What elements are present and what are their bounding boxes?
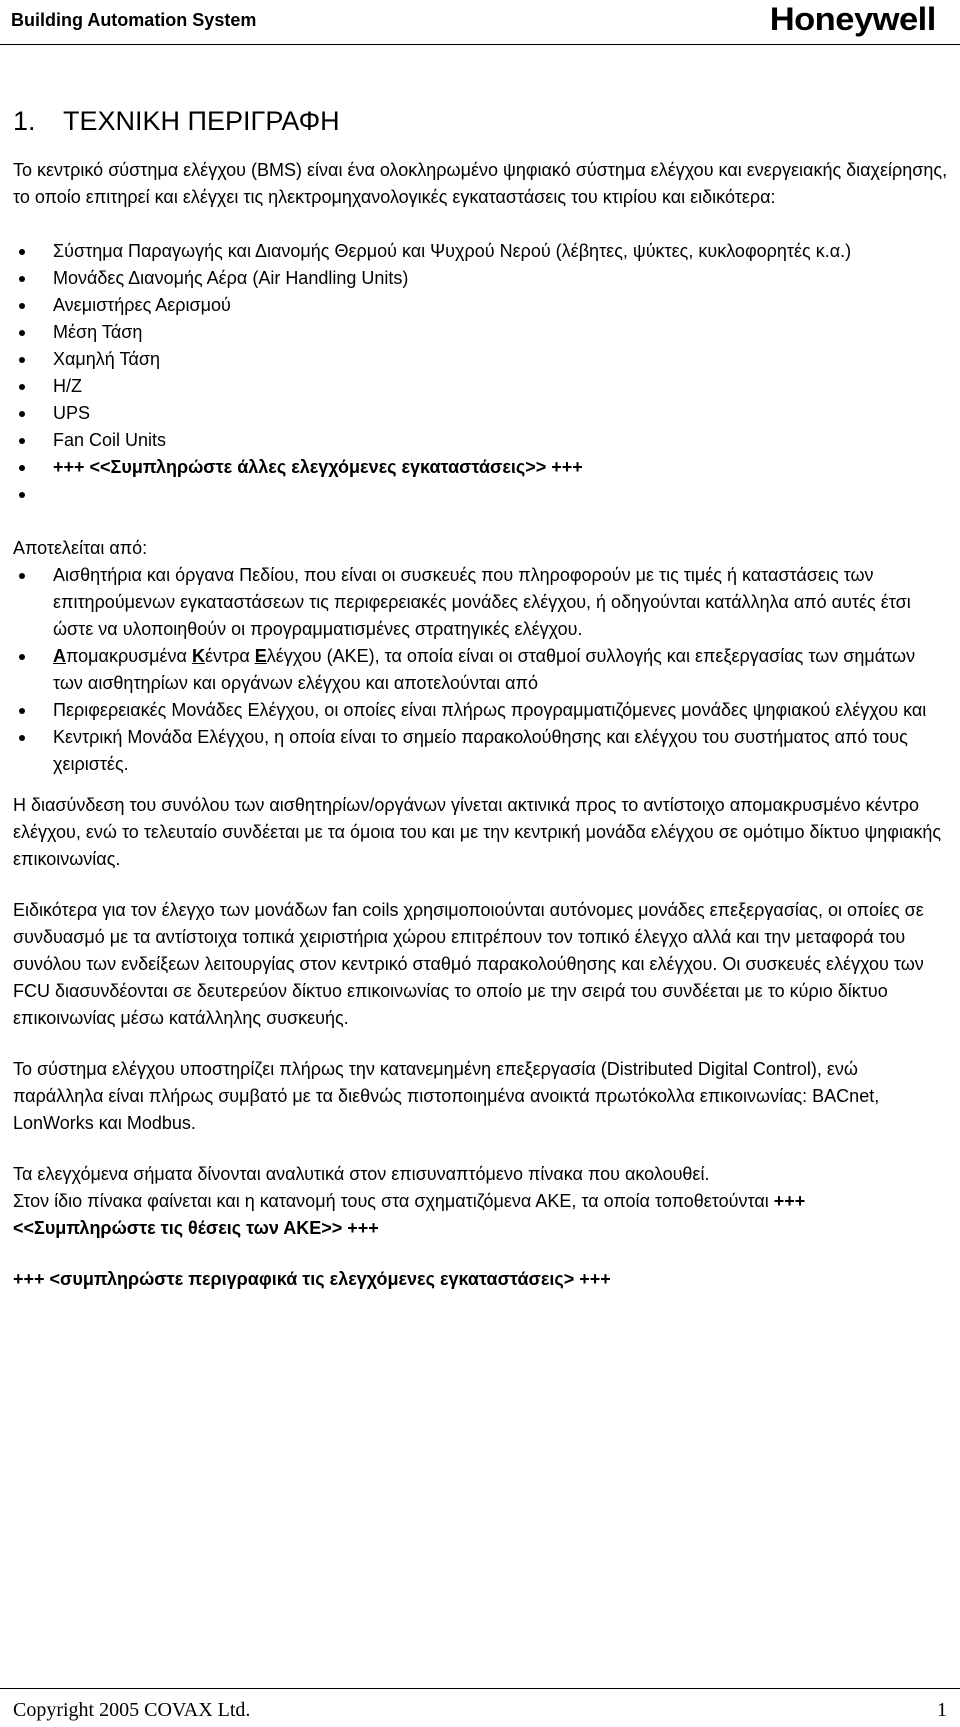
- components-list: [13, 562, 948, 778]
- consists-label: Αποτελείται από:: [13, 538, 148, 558]
- intro-paragraph: Το κεντρικό σύστημα ελέγχου (BMS) είναι ένα ολοκληρωμένο ψηφιακό σύστημα ελέγχου και ενεργειακής διαχείρησης, το οποίο επιτηρεί και ελέγχει τις ηλεκτρομηχανολογικές εγκαταστάσεις του κτιρίου και ειδικότερα:: [13, 160, 948, 207]
- systems-list: [13, 238, 948, 508]
- brand-logo: Honeywell: [769, 1, 936, 37]
- list-item: Αισθητήρια και όργανα Πεδίου, που είναι οι συσκευές που πληροφορούν με τις τιμές ή καταστάσεις των επιτηρούμενων εγκαταστάσεων τις περιφερειακές μονάδες ελέγχου, ή οδηγούνται κατάλληλα από αυτές έτσι ώστε να υλοποιηθούν οι προγραμματισμένες στρατηγικές ελέγχου.: [13, 562, 948, 643]
- section-number: 1.: [13, 106, 36, 136]
- interconnection-paragraph: Η διασύνδεση του συνόλου των αισθητηρίων/οργάνων γίνεται ακτινικά προς το αντίστοιχο απομακρυσμένο κέντρο ελέγχου, ενώ το τελευταίο συνδέεται με τα όμοια του και με την κεντρική μονάδα ελέγχου σε ομότιμο δίκτυο ψηφιακής επικοινωνίας.: [13, 795, 942, 869]
- copyright-text: Copyright 2005 COVAX Ltd.: [13, 1699, 251, 1721]
- list-item-placeholder: +++ <<Συμπληρώστε άλλες ελεγχόμενες εγκαταστάσεις>> +++: [13, 454, 948, 481]
- document-body: [13, 104, 948, 1293]
- final-placeholder: +++ <συμπληρώστε περιγραφικά τις ελεγχόμενες εγκαταστάσεις> +++: [13, 1269, 611, 1289]
- section-title: ΤΕΧΝΙΚΗ ΠΕΡΙΓΡΑΦΗ: [63, 106, 340, 136]
- list-item: Κεντρική Μονάδα Ελέγχου, η οποία είναι το σημείο παρακολούθησης και ελέγχου του συστήματος από τους χειριστές.: [13, 724, 948, 778]
- list-item: Ανεμιστήρες Αερισμού: [13, 292, 948, 319]
- list-item: Περιφερειακές Μονάδες Ελέγχου, οι οποίες είναι πλήρως προγραμματιζόμενες μονάδες ψηφιακού ελέγχου και: [13, 697, 948, 724]
- list-item: UPS: [13, 400, 948, 427]
- list-item: Χαμηλή Τάση: [13, 346, 948, 373]
- list-item-empty: [13, 481, 948, 508]
- fancoils-paragraph: Ειδικότερα για τον έλεγχο των μονάδων fan coils χρησιμοποιούνται αυτόνομες μονάδες επεξεργασίας, οι οποίες σε συνδυασμό με τα αντίστοιχα τοπικά χειριστήρια χώρου επιτρέπουν τον τοπικό έλεγχο αλλά και την μεταφορά του συνόλου των ενδείξεων λειτουργίας στον κεντρικό σταθμό παρακολούθησης και ελέγχου. Οι συσκευές ελέγχου των FCU διασυνδέονται σε δευτερεύον δίκτυο επικοινωνίας το οποίο με την σειρά του συνδέεται με το κύριο δίκτυο επικοινωνίας μέσω κατάλληλης συσκευής.: [13, 900, 924, 1028]
- list-item: Μονάδες Διανομής Αέρα (Air Handling Units): [13, 265, 948, 292]
- protocols-paragraph: Το σύστημα ελέγχου υποστηρίζει πλήρως την κατανεμημένη επεξεργασία (Distributed Digital Control), ενώ παράλληλα είναι πλήρως συμβατό με τα διεθνώς πιστοποιημένα ανοικτά πρωτόκολλα επικοινωνίας: BACnet, LonWorks και Modbus.: [13, 1059, 880, 1133]
- list-item: Απομακρυσμένα Κέντρα Ελέγχου (ΑΚΕ), τα οποία είναι οι σταθμοί συλλογής και επεξεργασίας των σημάτων των αισθητηρίων και οργάνων ελέγχου και αποτελούνται από: [13, 643, 948, 697]
- document-title: Building Automation System: [11, 10, 257, 30]
- list-item: Fan Coil Units: [13, 427, 948, 454]
- page-number: 1: [937, 1699, 947, 1721]
- section-heading: [13, 104, 948, 138]
- list-item: Μέση Τάση: [13, 319, 948, 346]
- signals-paragraph: Τα ελεγχόμενα σήματα δίνονται αναλυτικά στον επισυναπτόμενο πίνακα που ακολουθεί. Στον ίδιο πίνακα φαίνεται και η κατανομή τους στα σχηματιζόμενα ΑΚΕ, τα οποία τοποθετούνται +++ <<Συμπληρώστε τις θέσεις των ΑΚΕ>> +++: [13, 1164, 806, 1238]
- page-footer: [0, 1688, 960, 1727]
- page-header: [0, 0, 960, 45]
- list-item: Η/Ζ: [13, 373, 948, 400]
- list-item: Σύστημα Παραγωγής και Διανομής Θερμού και Ψυχρού Νερού (λέβητες, ψύκτες, κυκλοφορητές κ.α.): [13, 238, 948, 265]
